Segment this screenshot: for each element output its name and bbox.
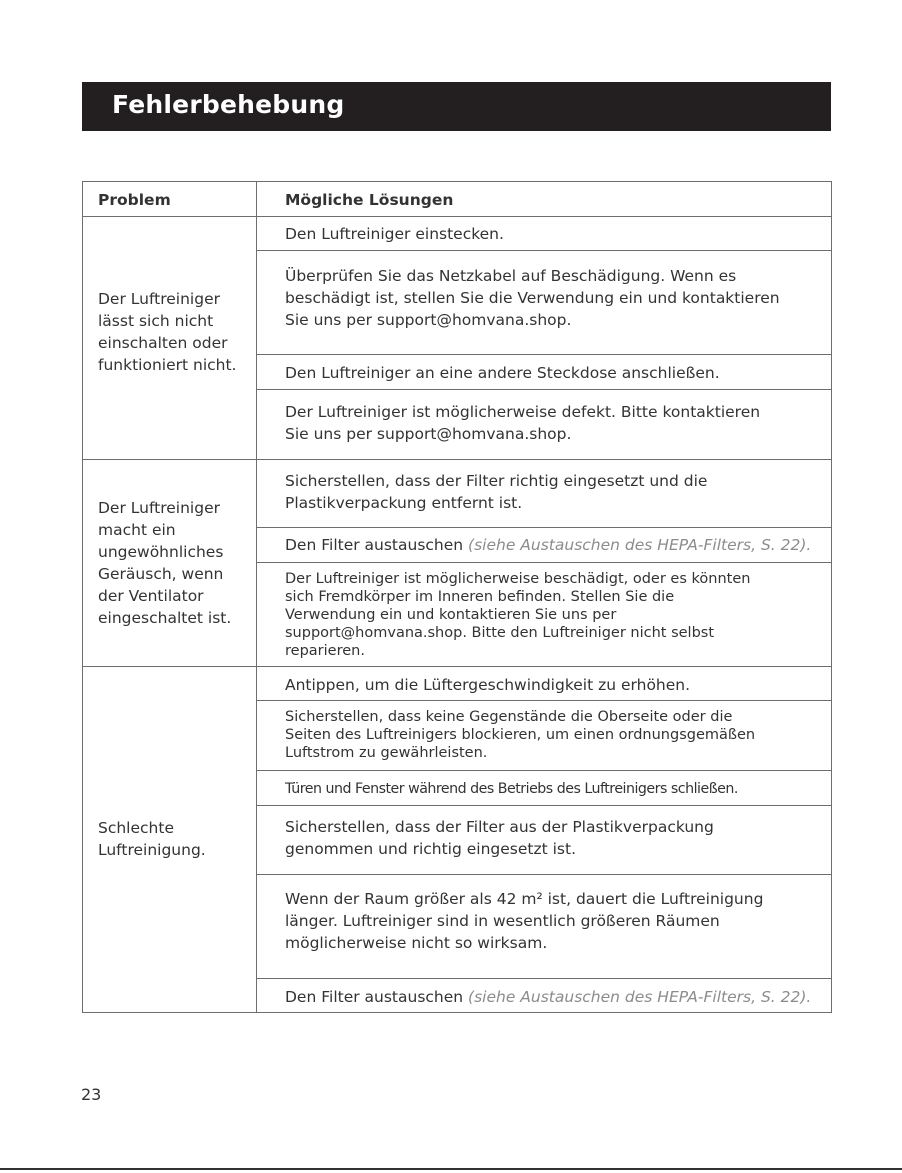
row-divider [256,562,831,563]
solution-line: Den Luftreiniger einstecken. [285,225,504,243]
row-divider [256,354,831,355]
problem-cell [98,497,231,629]
problem-line: eingeschaltet ist. [98,609,232,627]
solution-cell [285,816,714,860]
solution-line: sich Fremdkörper im Inneren befinden. Stellen Sie die [285,589,675,605]
header-problem: Problem [98,191,171,209]
solution-cell [285,708,755,762]
troubleshooting-table [82,181,832,1013]
row-divider [256,874,831,875]
solution-cell [285,401,760,445]
solution-line: möglicherweise nicht so wirksam. [285,934,548,952]
problem-line: lässt sich nicht [98,312,214,330]
row-divider [256,250,831,251]
solution-cell [285,778,738,800]
problem-cell [98,288,236,376]
footer-rule [0,1168,902,1170]
solution-line: reparieren. [285,643,365,659]
filter-reference: (siehe Austauschen des HEPA-Filters, S. 22). [468,536,812,554]
section-title-bar [82,82,831,131]
row-divider [256,700,831,701]
solution-line: Sie uns per support@homvana.shop. [285,425,572,443]
problem-line: Luftreinigung. [98,841,206,859]
solution-line: Sie uns per support@homvana.shop. [285,311,572,329]
solution-cell [285,223,504,245]
solution-line: Sicherstellen, dass der Filter aus der Plastikverpackung [285,818,714,836]
problem-cell [98,817,206,861]
problem-line: funktioniert nicht. [98,356,237,374]
row-divider [256,389,831,390]
solution-line: Luftstrom zu gewährleisten. [285,745,488,761]
solution-line: Antippen, um die Lüftergeschwindigkeit zu erhöhen. [285,676,691,694]
solution-line: Plastikverpackung entfernt ist. [285,494,523,512]
group-divider [83,666,831,667]
solution-cell [285,534,811,556]
solution-line: Seiten des Luftreinigers blockieren, um einen ordnungsgemäßen [285,727,756,743]
solution-cell [285,470,707,514]
filter-reference: (siehe Austauschen des HEPA-Filters, S. 22). [468,988,812,1006]
solution-line: Türen und Fenster während des Betriebs des Luftreinigers schließen. [285,781,738,797]
problem-line: der Ventilator [98,587,204,605]
header-solutions: Mögliche Lösungen [285,191,454,209]
solution-line: länger. Luftreiniger sind in wesentlich größeren Räumen [285,912,720,930]
page-number: 23 [81,1085,102,1104]
header-divider [83,216,831,217]
solution-line: Der Luftreiniger ist möglicherweise beschädigt, oder es könnten [285,571,751,587]
solution-line: Sicherstellen, dass keine Gegenstände die Oberseite oder die [285,709,733,725]
solution-cell [285,362,720,384]
solution-cell [285,265,780,331]
problem-line: Schlechte [98,819,174,837]
column-divider [256,182,257,1012]
solution-line: beschädigt ist, stellen Sie die Verwendung ein und kontaktieren [285,289,780,307]
solution-line: Wenn der Raum größer als 42 m² ist, dauert die Luftreinigung [285,890,764,908]
problem-line: macht ein [98,521,176,539]
solution-line: Sicherstellen, dass der Filter richtig eingesetzt und die [285,472,708,490]
row-divider [256,805,831,806]
solution-cell [285,986,811,1008]
page-title: Fehlerbehebung [112,90,345,119]
problem-line: einschalten oder [98,334,228,352]
solution-line: Der Luftreiniger ist möglicherweise defekt. Bitte kontaktieren [285,403,761,421]
solution-cell [285,570,750,660]
solution-line: support@homvana.shop. Bitte den Luftreiniger nicht selbst [285,625,715,641]
solution-cell [285,674,690,696]
problem-line: Der Luftreiniger [98,290,220,308]
problem-line: Geräusch, wenn [98,565,224,583]
row-divider [256,770,831,771]
solution-text: Den Filter austauschen [285,536,469,554]
solution-line: Verwendung ein und kontaktieren Sie uns per [285,607,617,623]
row-divider [256,527,831,528]
row-divider [256,978,831,979]
solution-text: Den Filter austauschen [285,988,469,1006]
solution-line: Den Luftreiniger an eine andere Steckdose anschließen. [285,364,720,382]
solution-line: Überprüfen Sie das Netzkabel auf Beschädigung. Wenn es [285,267,737,285]
solution-cell [285,888,763,954]
group-divider [83,459,831,460]
problem-line: ungewöhnliches [98,543,224,561]
solution-line: genommen und richtig eingesetzt ist. [285,840,577,858]
problem-line: Der Luftreiniger [98,499,220,517]
